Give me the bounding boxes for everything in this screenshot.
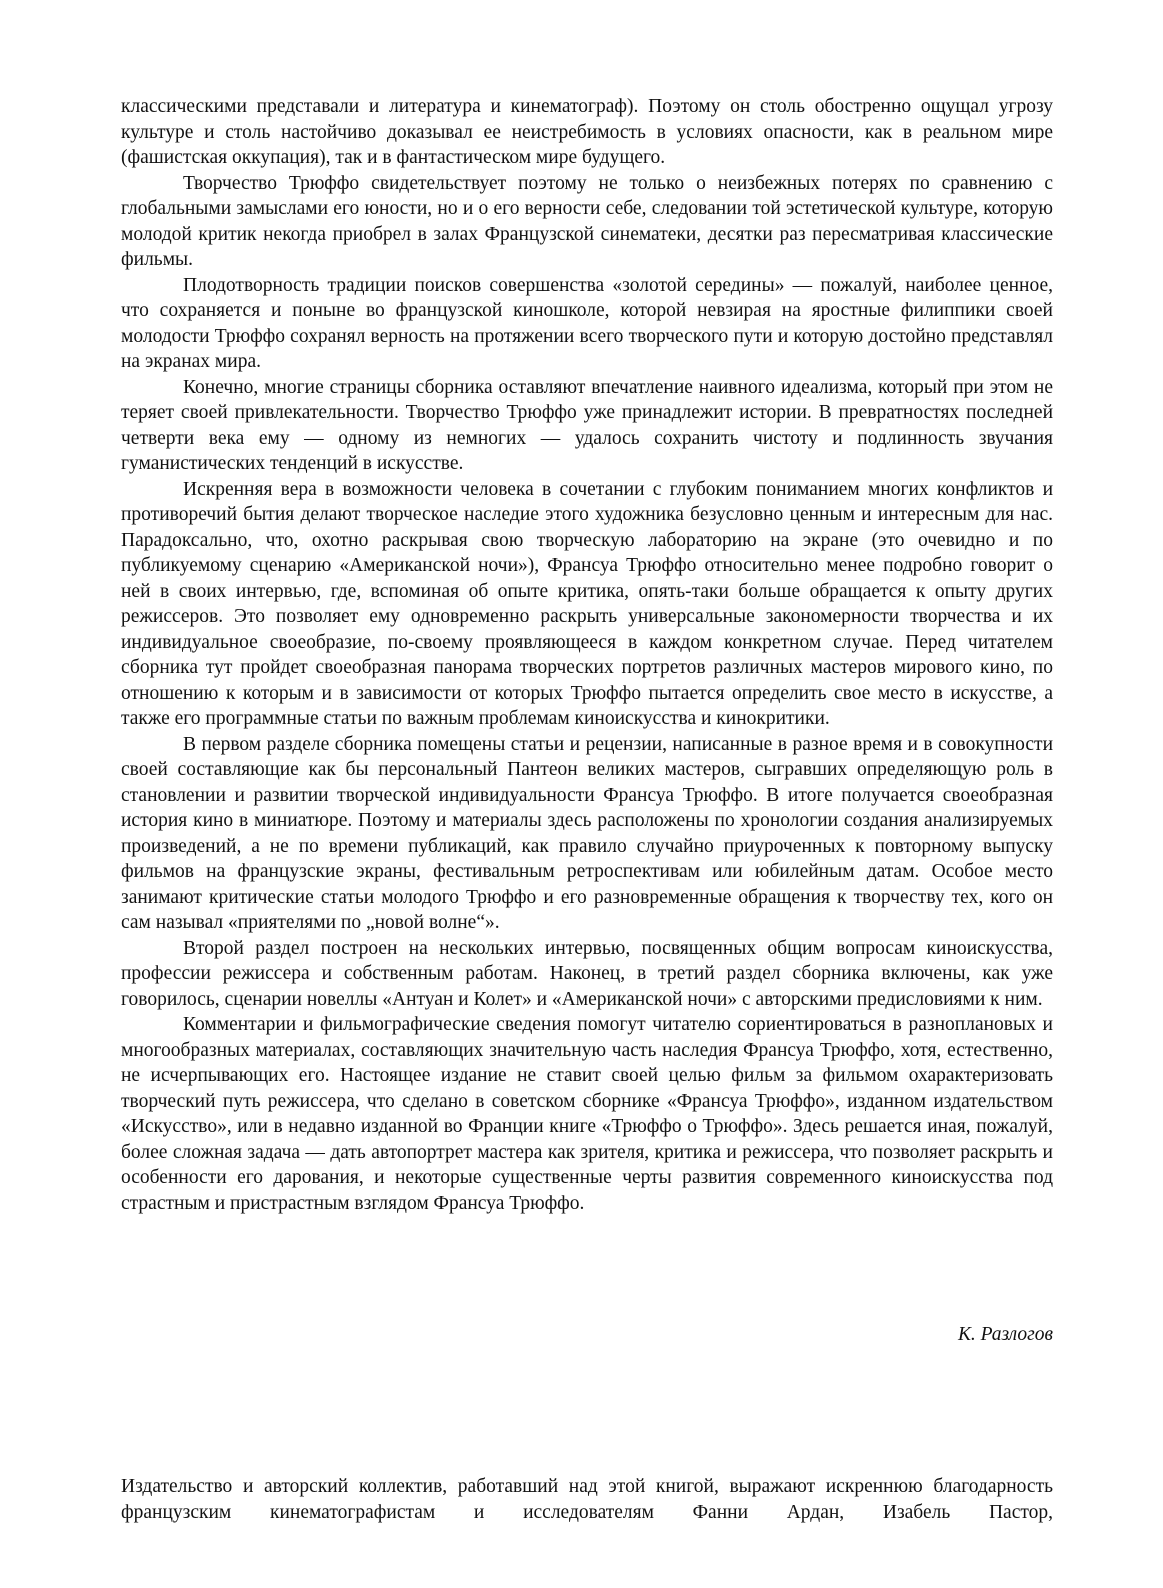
body-text [121,94,1053,1216]
acknowledgement-text: Издательство и авторский коллектив, работавший над этой книгой, выражают искреннюю благодарность французским кинематографистам и исследователям Фанни Ардан, Изабель Пастор, [121,1476,1053,1523]
paragraph-continuation: классическими представали и литература и кинематограф). Поэтому он столь обостренно ощущал угрозу культуре и столь настойчиво доказывал ее неистребимость в условиях опасности, как в реальном мире (фашистская оккупация), так и в фантастическом мире будущего. [121,96,1053,168]
paragraph: Конечно, многие страницы сборника оставляют впечатление наивного идеализма, который при этом не теряет своей привлекательности. Творчество Трюффо уже принадлежит истории. В превратностях последней четверти века ему — одному из немногих — удалось сохранить чистоту и подлинность звучания гуманистических тенденций в искусстве. [121,376,1053,474]
paragraph: В первом разделе сборника помещены статьи и рецензии, написанные в разное время и в совокупности своей составляющие как бы персональный Пантеон великих мастеров, сыгравших определяющую роль в становлении и развитии творческой индивидуальности Франсуа Трюффо. В итоге получается своеобразная история кино в миниатюре. Поэтому и материалы здесь расположены по хронологии создания анализируемых произведений, а не по времени публикаций, как правило случайно приуроченных к повторному выпуску фильмов на французские экраны, фестивальным ретроспективам или юбилейным датам. Особое место занимают критические статьи молодого Трюффо и его разновременные обращения к творчеству тех, кого он сам называл «приятелями по „новой волне“». [121,733,1053,933]
paragraph: Комментарии и фильмографические сведения помогут читателю сориентироваться в разноплановых и многообразных материалах, составляющих значительную часть наследия Франсуа Трюффо, хотя, естественно, не исчерпывающих его. Настоящее издание не ставит своей целью фильм за фильмом охарактеризовать творческий путь режиссера, что сделано в советском сборнике «Франсуа Трюффо», изданном издательством «Искусство», или в недавно изданной во Франции книге «Трюффо о Трюффо». Здесь решается иная, пожалуй, более сложная задача — дать автопортрет мастера как зрителя, критика и режиссера, что позволяет раскрыть и особенности его дарования, и некоторые существенные черты развития современного киноискусства под страстным и пристрастным взглядом Франсуа Трюффо. [121,1014,1053,1214]
acknowledgement-section [121,1474,1053,1525]
paragraph: Творчество Трюффо свидетельствует поэтому не только о неизбежных потерях по сравнению с глобальными замыслами его юности, но и о его верности себе, следовании той эстетической культуре, которую молодой критик некогда приобрел в залах Французской синематеки, десятки раз пересматривая классические фильмы. [121,172,1053,270]
paragraph: Искренняя вера в возможности человека в сочетании с глубоким пониманием многих конфликтов и противоречий бытия делают творческое наследие этого художника безусловно ценным и интересным для нас. Парадоксально, что, охотно раскрывая свою творческую лабораторию на экране (это очевидно и по публикуемому сценарию «Американской ночи»), Франсуа Трюффо относительно менее подробно говорит о ней в своих интервью, где, вспоминая об опыте критика, опять-таки больше обращается к опыту других режиссеров. Это позволяет ему одновременно раскрыть универсальные закономерности творчества и их индивидуальное своеобразие, по-своему проявляющееся в каждом конкретном случае. Перед читателем сборника тут пройдет своеобразная панорама творческих портретов различных мастеров мирового кино, по отношению к которым и в зависимости от которых Трюффо пытается определить свое место в искусстве, а также его программные статьи по важным проблемам киноискусства и кинокритики. [121,478,1053,729]
author-signature: К. Разлогов [957,1324,1053,1345]
paragraph: Второй раздел построен на нескольких интервью, посвященных общим вопросам киноискусства, профессии режиссера и собственным работам. Наконец, в третий раздел сборника включены, как уже говорилось, сценарии новеллы «Антуан и Колет» и «Американской ночи» с авторскими предисловиями к ним. [121,937,1053,1010]
paragraph: Плодотворность традиции поисков совершенства «золотой середины» — пожалуй, наиболее ценное, что сохраняется и поныне во французской киношколе, которой невзирая на яростные филиппики своей молодости Трюффо сохранял верность на протяжении всего творческого пути и которую достойно представлял на экранах мира. [121,274,1053,372]
